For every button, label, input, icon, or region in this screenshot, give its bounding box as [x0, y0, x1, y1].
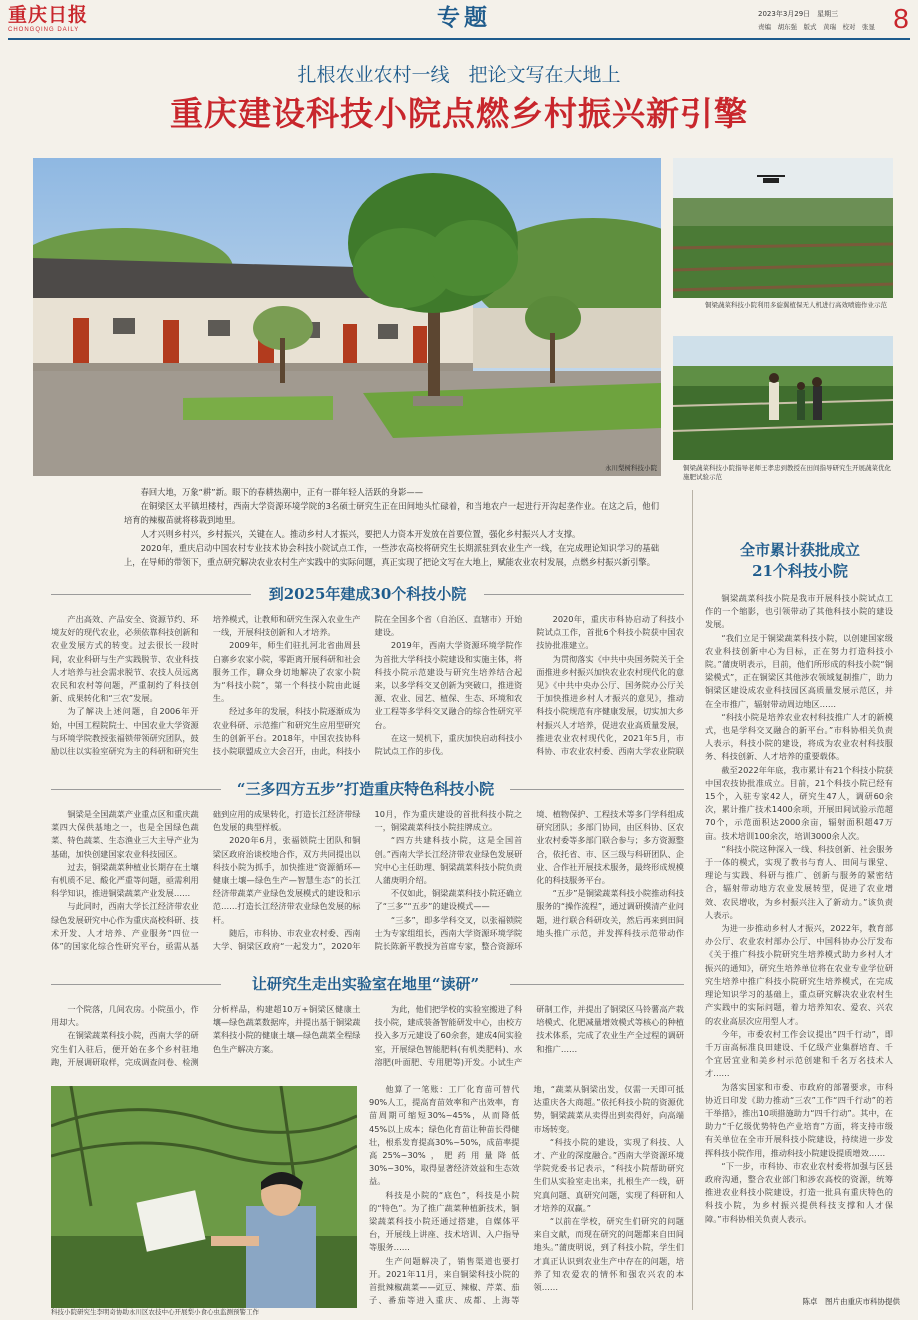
section2-title: “三多四方五步”打造重庆特色科技小院	[236, 780, 495, 798]
body-paragraph: 今年，市委农村工作会议提出“四千行动”，即千万亩高标准良田建设、千亿级产业集群培育、千个宜居宜业和美乡村示范创建和千名万名技术人才……	[705, 1028, 893, 1079]
section-divider	[510, 789, 684, 790]
section-divider	[510, 984, 684, 985]
body-paragraph: “四方共建科技小院，这是全国首创。”西南大学长江经济带农业绿色发展研究中心主任助理、铜梁蔬菜科技小院负责人蒲庚明介绍。	[374, 835, 523, 886]
newspaper-logo	[8, 4, 88, 38]
body-paragraph: “科技小院这种深入一线、科技创新、社会服务于一体的模式，实现了教书与育人、田间与课堂、理论与实践、科研与推广、创新与服务的紧密结合，辐射带动地方农业发展转型，促进了农业增效、农民增收，为乡村振兴注入了新动力。”该负责人表示。	[705, 843, 893, 920]
body-paragraph: 与此同时，西南大学长江经济带农业绿色发展研究中心作为重庆高校科研、技术开发、人才培养、产业服务“四位一体”的国家化综合性研究平台，亟需从基础到应用的成果转化，打造长江经济带绿色发展的典型样板。	[51, 809, 361, 952]
lead-block	[124, 485, 659, 579]
section3-title: 让研究生走出实验室在地里“读研”	[251, 975, 480, 993]
body-paragraph: 经过多年的发展，科技小院逐渐成为农业科研、示范推广和研究生应用型研究生的创新平台。2018年，中国农技协科技小院联盟成立大会召开，由此，科技小院在全国多个省（自治区、直辖市）开始建设。	[212, 614, 523, 757]
editors-line: 责编 胡东强 版式 黄瑞 校对 张显	[758, 23, 875, 31]
body-paragraph: 为了解决上述问题，自2006年开始，中国工程院院士、中国农业大学资源与环境学院教授张福锁带领研究团队，鼓励以往以实验室研究为主的科研和研究生培养模式，让教师和研究生深入农业生产一线，开展科技创新和人才培养。	[51, 614, 361, 757]
body-paragraph: “三多”，即多学科交叉，以张福锁院士为专家组组长，西南大学资源环境学院院长陈新平教授为首席专家，整合资源环境、植物保护、工程技术等多门学科组成研究团队；多部门协同，由区科协、区农业农村委等多部门联合参与；多方资源整合，依托省、市、区三级与科研团队、企业、合作社开展技术服务，最终形成规模化的科技服务平台。	[374, 809, 684, 952]
section3-body-top	[51, 1003, 684, 1079]
sidebar-divider	[692, 490, 693, 1310]
orchard-student-illustration	[51, 1086, 357, 1308]
body-paragraph: 为此，他们把学校的实验室搬进了科技小院，建成装备智能研发中心，由校方投入多万元建设了60余套，建成4间实验室，开展绿色智能肥料(有机类肥料)、水溶肥(叶面肥、专用肥等)开发。小试生产研制工作，并提出了铜梁区马铃薯高产栽培模式、化肥减量增效模式等核心的种植技术体系，完成了农业生产全过程的调研和推广……	[374, 1004, 684, 1067]
body-paragraph: “下一步，市科协、市农业农村委将加强与区县政府沟通，整合农业部门和涉农高校的资源，统筹推进农业科技小院建设，打造一批具有重庆特色的科技小院，为乡村振兴提供科技支撑和人才保障。”市科协相关负责人表示。	[705, 1160, 893, 1224]
section1-title: 到2025年建成30个科技小院	[268, 585, 467, 603]
body-paragraph: 2020年，重庆市科协启动了科技小院试点工作，首批6个科技小院获中国农技协批准建立。	[536, 614, 684, 651]
lead-paragraph: 人才兴则乡村兴，乡村振兴，关键在人。推动乡村人才振兴，要把人力资本开发放在首要位置，强化乡村振兴人才支撑。	[140, 529, 581, 539]
body-paragraph: 他算了一笔账：工厂化育苗可替代90%人工，提高育苗效率和产出效率，育苗周期可缩短30%~45%，从而降低45%以上成本；绿色化育苗让种苗长得健壮，根系发育提高30%~50%，成苗率提高25%~30%，肥药用量降低30%~30%，取得显著经济效益和生态效益。	[369, 1084, 520, 1187]
body-paragraph: “以前在学校，研究生们研究的问题来自文献，而现在研究的问题都来自田间地头。”蒲庚明说，到了科技小院，学生们才真正认识到农业生产中存在的问题，培养了知农爱农的情怀和强农兴农的本领……	[533, 1216, 684, 1293]
student-photo	[51, 1086, 357, 1308]
masthead	[0, 0, 918, 44]
body-paragraph: 在这一契机下，重庆加快启动科技小院试点工作的步伐。	[374, 732, 523, 757]
body-paragraph: 2019年，西南大学资源环境学院作为首批大学科技小院建设和实施主体，将科技小院示范建设与研究生培养结合起来，以多学科交叉创新为突破口，推进资源、农业、园艺、植保、生态、环境和农业工程等多学科交叉融合的综合性研究平台。	[374, 640, 523, 730]
body-paragraph: 过去，铜梁蔬菜种植业长期存在土壤有机质不足、酸化严重等问题，亟需利用科学知识，推进铜梁蔬菜产业发展……	[51, 861, 199, 899]
logo-english: CHONGQING DAILY	[8, 27, 80, 33]
body-paragraph: 为贯彻落实《中共中央国务院关于全面推进乡村振兴加快农业农村现代化的意见》《中共中央办公厅、国务院办公厅关于加快推进乡村人才振兴的意见》，推动科技小院规范有序健康发展，切实加大乡村振兴人才培养，促进农业高质量发展，推进农业农村现代化，2021年5月，市科协、市农业农村委、西南大学农业院联	[536, 653, 684, 757]
body-paragraph: “我们立足于铜梁蔬菜科技小院，以创建国家级农业科技创新中心为目标，正在努力打造科技小院。”蒲庚明表示，目前，他们所形成的科技小院“铜梁模式”，正在铜梁区其他涉农领域复制推广，助力铜梁区建设成农业科技园区高质量发展示范区，并在全市推广，辐射带动周边地区……	[705, 632, 893, 709]
section-divider	[51, 594, 251, 595]
section-title: 专题	[437, 4, 491, 31]
body-paragraph: 一个院落，几间农房。小院虽小，作用却大。	[51, 1004, 199, 1028]
logo-text: 重庆日报	[8, 4, 89, 26]
body-paragraph: 在铜梁蔬菜科技小院，西南大学的研究生们入驻后，便开始在多个乡村驻地跑，开展调研取样，完成调查问卷、检测分析样品，构建超10万+铜梁区健康土壤—绿色蔬菜数据库，并提出基于铜梁蔬菜科技小院的健康土壤—绿色蔬菜全程绿色生产解决方案。	[51, 1004, 361, 1067]
section-divider	[51, 984, 221, 985]
body-paragraph: “科技小院是培养农业农村科技推广人才的新模式，也是学科交叉融合的新平台。”市科协相关负责人表示，科技小院的建设，将成为农业农村科技服务、科技创新、人才培养的重要载体。	[705, 711, 893, 762]
body-paragraph: 生产问题解决了，销售渠道也要打开。2021年11月，来自铜梁科技小院的首批辣椒蔬菜——豇豆、辣椒、芹菜、茄子、番茄等进入重庆、成都、上海等地，“蔬菜从铜梁出发，仅需一天即可抵达重庆各大商超。”依托科技小院的资源优势，铜梁蔬菜从卖得出到卖得好，向高端市场转变。	[369, 1084, 684, 1306]
lead-paragraph: 春回大地，万象“耕”新。眼下的春耕热潮中，正有一群年轻人活跃的身影——	[140, 487, 423, 497]
lead-paragraph: 2020年，重庆启动中国农村专业技术协会科技小院试点工作，一些涉农高校将研究生长期派驻到农业生产一线，在完成理论知识学习的基础上，在导师的带领下，重点研究解决农业农村生产实践中的实际问题，真正实现了把论文写在大地上，赋能农业农村发展，点燃乡村振兴新引擎。	[124, 543, 659, 567]
section1-body	[51, 613, 684, 763]
field-guidance-caption: 铜梁蔬菜科技小院指导老师王孝忠到教授在田间指导研究生开展蔬菜优化施肥试验示范	[683, 464, 891, 481]
section2-body	[51, 808, 684, 963]
section-divider	[51, 789, 221, 790]
body-paragraph: 截至2022年年底，我市累计有21个科技小院获中国农技协批准成立。目前，21个科技小院已经有15个，入驻专家42人，研究生47人，调研60余次，累计推广技术1400余项，开展田间试验示范超70个，示范面积达2000余亩，辐射面积超47万亩。技术培训100余次，培训3000余人次。	[705, 764, 893, 841]
issue-date: 2023年3月29日 星期三	[758, 10, 839, 18]
drone-photo-caption: 铜梁蔬菜科技小院利用多旋翼植保无人机进行高效喷施作业示范	[705, 301, 887, 309]
headline: 重庆建设科技小院点燃乡村振兴新引擎	[170, 94, 748, 133]
courtyard-illustration	[33, 158, 661, 476]
body-paragraph: 铜梁是全国蔬菜产业重点区和重庆蔬菜四大保供基地之一，也是全国绿色蔬菜、特色蔬菜、生态渔业三大主导产业为基础，加快创建国家农业科技园区。	[51, 809, 199, 859]
body-paragraph: 随后，市科协、市农业农村委、西南大学、铜梁区政府“一起发力”，2020年10月，作为重庆建设的首批科技小院之一，铜梁蔬菜科技小院挂牌成立。	[212, 809, 523, 952]
sidebar-title	[700, 540, 900, 582]
body-paragraph: 2009年，师生们驻扎河北省曲周县白寨乡农家小院，零距离开展科研和社会服务工作，聊众身切地解决了农家小院为“科技小院”，第一个科技小院由此诞生。	[212, 640, 361, 704]
body-paragraph: 铜梁蔬菜科技小院是我市开展科技小院试点工作的一个缩影，也引领带动了其他科技小院的建设发展。	[705, 593, 893, 630]
sidebar-body	[705, 592, 893, 1292]
drone-photo	[673, 158, 893, 298]
kicker: 扎根农业农村一线 把论文写在大地上	[297, 64, 621, 86]
body-paragraph: “科技小院的建设，实现了科技、人才、产业的深度融合。”西南大学资源环境学院党委书记表示，“科技小院帮助研究生们从实验室走出来，扎根生产一线，研究真问题、真研究问题，实现了科研和人才培养的双赢。”	[533, 1136, 684, 1213]
sidebar-title-line: 21个科技小院	[752, 562, 848, 580]
section-divider	[484, 594, 684, 595]
main-photo-caption: 永川梨树科技小院	[605, 464, 657, 472]
main-photo	[33, 158, 661, 476]
lead-paragraph: 在铜梁区太平镇坦楼村，西南大学资源环境学院的3名硕士研究生正在田间地头忙碌着，和当地农户一起进行开沟起垄作业。在这之后，他们培育的辣椒苗就将移栽到地里。	[124, 501, 659, 525]
body-paragraph: 不仅如此，铜梁蔬菜科技小院还确立了“三多”“五步”的建设模式——	[374, 888, 523, 912]
body-paragraph: 为进一步推动乡村人才振兴，2022年，教育部办公厅、农业农村部办公厅、中国科协办公厅发布《关于推广科技小院研究生培养模式助力乡村人才振兴的通知》，研究生培养单位将在农业专业学位研究生培养中推广科技小院研究生培养模式，在完成理论知识学习的基础上，重点研究解决农业农村生产实践中的实际问题，着力培养知农、爱农、兴农的农业高层次应用型人才。	[705, 923, 893, 1026]
body-paragraph: 为落实国家和市委、市政府的部署要求，市科协近日印发《助力推动“三农”工作“四千行动”的若干举措》，推出10项措施助力“四千行动”。其中，在助力“千亿级优势特色产业培育”方面，将支持市级有关单位在全市开展科技小院建设，持续进一步发挥科技小院作用，推动科技小院建设提质增效……	[705, 1081, 893, 1158]
field-guidance-illustration	[673, 336, 893, 460]
student-photo-caption: 科技小院研究生李明奇协助永川区农技中心开展梨小食心虫监测预警工作	[51, 1308, 259, 1316]
body-paragraph: 产出高效、产品安全、资源节约、环境友好的现代农业，必须依靠科技创新和农业发展方式的转变。过去很长一段时间，农业科研与生产实践脱节、农业科技人才培养与社会需求脱节、农技人员远离农民和农村等问题，严重制约了科技创新、成果转化和“三农”发展。	[51, 614, 199, 704]
sidebar-title-line: 全市累计获批成立	[739, 541, 860, 559]
section3-body-bottom	[369, 1083, 684, 1311]
body-paragraph: 2020年6月，张福锁院士团队和铜梁区政府治谈校地合作，双方共同提出以科技小院为抓手，加快推进“资源循环—健康土壤—绿色生产—智慧生态”的长江经济带蔬菜产业绿色发展模式的建设和示范……打造长江经济带农业绿色发展的标杆。	[212, 835, 361, 925]
field-guidance-photo	[673, 336, 893, 460]
body-paragraph: 科技是小院的“底色”，科技是小院的“特色”。为了推广蔬菜种植新技术，铜梁蔬菜科技小院还通过搭建，自媒体平台，开展线上讲座、技术培训、入户指导等服务……	[369, 1189, 520, 1253]
byline-credit: 陈卓 图片由重庆市科协提供	[802, 1297, 900, 1306]
body-paragraph: “五步”是铜梁蔬菜科技小院推动科技服务的“操作流程”，通过调研摸清产业问题，进行联合科研攻关，然后再来到田间地头推广示范，并发挥科技示范带动作	[536, 888, 684, 938]
drone-field-illustration	[673, 158, 893, 298]
page-number: 8	[893, 3, 909, 34]
masthead-rule	[8, 38, 910, 40]
